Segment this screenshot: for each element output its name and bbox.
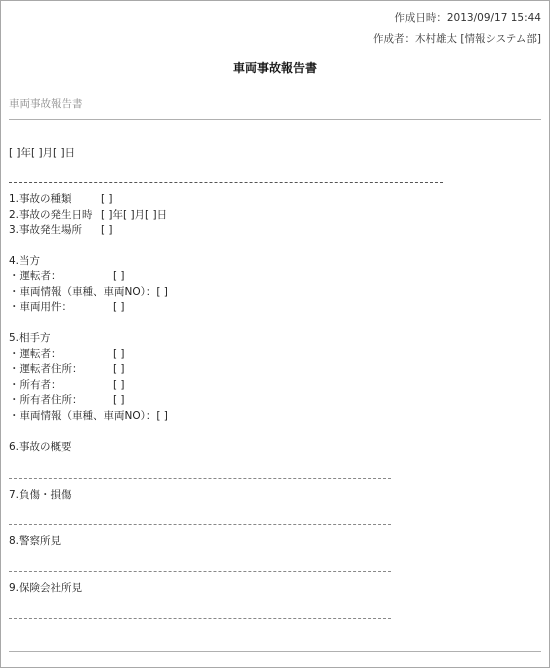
accident-location-row bbox=[9, 223, 113, 237]
other-driver-address-row bbox=[9, 362, 125, 376]
row-value: [ ] bbox=[113, 270, 125, 282]
header-divider bbox=[9, 119, 541, 120]
page-title: 車両事故報告書 bbox=[232, 61, 317, 75]
created-datetime: 作成日時：2013/09/17 15:44 bbox=[394, 12, 541, 24]
document-subtitle: 車両事故報告書 bbox=[9, 98, 83, 110]
report-date: [ ]年[ ]月[ ]日 bbox=[9, 147, 76, 159]
other-owner-address-row bbox=[9, 393, 125, 407]
row-label: ・車両用件： bbox=[9, 301, 72, 313]
row-label: 2.事故の発生日時 bbox=[9, 209, 93, 221]
row-value: [ ] bbox=[156, 410, 168, 422]
author: 作成者：木村雄太 [情報システム部] bbox=[373, 33, 541, 45]
other-driver-row bbox=[9, 347, 125, 361]
row-value: [ ] bbox=[101, 224, 113, 236]
row-label: ・所有者： bbox=[9, 379, 62, 391]
row-label: 1.事故の種類 bbox=[9, 193, 72, 205]
row-label: ・車両情報（車種、車両NO）： bbox=[9, 286, 157, 298]
section-overview: 6.事故の概要 bbox=[9, 441, 72, 453]
our-driver-row bbox=[9, 269, 125, 283]
row-value: [ ] bbox=[113, 348, 125, 360]
section-other-party: 5.相手方 bbox=[9, 332, 51, 344]
row-value: [ ] bbox=[113, 379, 125, 391]
dashed-separator bbox=[9, 524, 391, 525]
footer-divider bbox=[9, 651, 541, 652]
section-insurer-findings: 9.保険会社所見 bbox=[9, 582, 83, 594]
other-vehicle-info-row bbox=[9, 409, 168, 423]
row-label: ・所有者住所： bbox=[9, 394, 83, 406]
row-label: ・運転者： bbox=[9, 348, 62, 360]
row-value: [ ] bbox=[101, 193, 113, 205]
row-label: ・運転者： bbox=[9, 270, 62, 282]
section-injury-damage: 7.負傷・損傷 bbox=[9, 489, 72, 501]
row-value: [ ] bbox=[113, 301, 125, 313]
row-label: ・車両情報（車種、車両NO）： bbox=[9, 410, 157, 422]
dashed-separator bbox=[9, 182, 443, 183]
section-police-findings: 8.警察所見 bbox=[9, 535, 62, 547]
dashed-separator bbox=[9, 571, 391, 572]
our-vehicle-info-row bbox=[9, 285, 168, 299]
row-value: [ ] bbox=[113, 363, 125, 375]
dashed-separator bbox=[9, 618, 391, 619]
section-our-side: 4.当方 bbox=[9, 255, 41, 267]
accident-type-row bbox=[9, 192, 113, 206]
other-owner-row bbox=[9, 378, 125, 392]
row-label: 3.事故発生場所 bbox=[9, 224, 83, 236]
our-vehicle-use-row bbox=[9, 300, 125, 314]
row-value: [ ] bbox=[113, 394, 125, 406]
row-value: [ ] bbox=[156, 286, 168, 298]
dashed-separator bbox=[9, 478, 391, 479]
row-label: ・運転者住所： bbox=[9, 363, 83, 375]
accident-datetime-row bbox=[9, 208, 167, 222]
row-value: [ ]年[ ]月[ ]日 bbox=[101, 209, 168, 221]
